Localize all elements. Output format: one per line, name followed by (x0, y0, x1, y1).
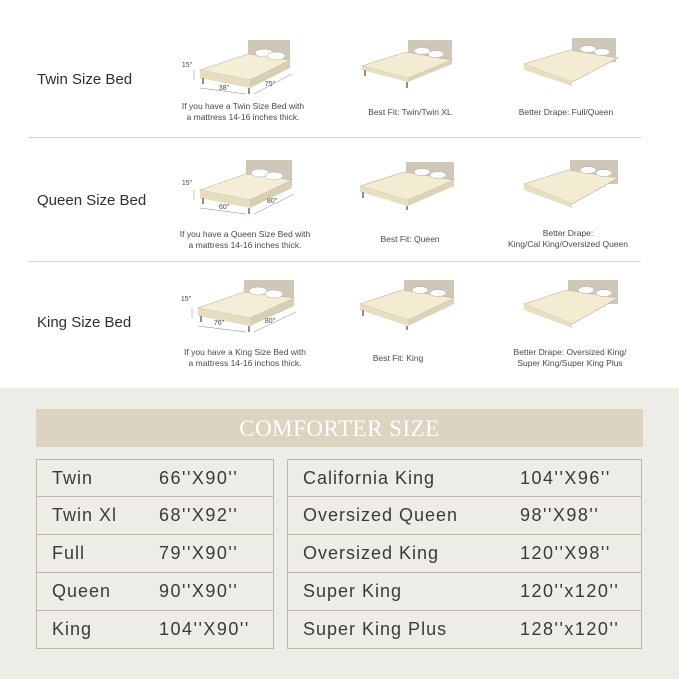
size-name: Super King Plus (303, 619, 448, 639)
bed-dimension-illustration (180, 158, 340, 228)
better-drape-caption: Better Drape: Oversized King/ Super King/Super King Plus (513, 347, 627, 368)
size-dimension: 90''X90'' (159, 581, 239, 601)
size-name: California King (303, 468, 436, 488)
best-fit-caption: Best Fit: King (372, 353, 424, 363)
size-row (36, 459, 274, 497)
size-name: Full (52, 543, 86, 563)
bed-caption: If you have a Queen Size Bed with a mattress 14-16 inches thick. (179, 229, 311, 250)
bed-better-drape-illustration (522, 160, 679, 230)
size-name: Super King (303, 581, 403, 601)
size-row (36, 497, 274, 535)
bed-dimension-illustration (180, 278, 340, 348)
bed-caption: If you have a King Size Bed with a mattress 14-16 inchos thick. (184, 347, 306, 368)
section-title: COMFORTER SIZE (239, 416, 440, 441)
comforter-size-banner (36, 409, 643, 447)
size-row (36, 535, 274, 573)
bed-best-fit-illustration (358, 280, 518, 350)
size-row (36, 611, 274, 649)
size-dimension: 68''X92'' (159, 505, 239, 525)
bed-better-drape-illustration (522, 38, 679, 108)
size-row (287, 497, 642, 535)
better-drape-caption: Better Drape: King/Cal King/Oversized Queen (507, 228, 628, 249)
size-dimension: 120''x120'' (520, 581, 620, 601)
size-dimension: 66''X90'' (159, 468, 239, 488)
size-name: Queen (52, 581, 112, 601)
size-dimension: 104''X96'' (520, 468, 611, 488)
size-row (36, 573, 274, 611)
size-dimension: 128''x120'' (520, 619, 620, 639)
dim-width-label: 38" (218, 85, 230, 92)
best-fit-caption: Best Fit: Twin/Twin XL (368, 107, 452, 117)
bed-dimension-illustration (180, 36, 340, 106)
size-name: Oversized King (303, 543, 440, 563)
size-row (287, 459, 642, 497)
dim-width-label: 60" (218, 204, 230, 211)
size-table-left (36, 459, 274, 649)
bed-better-drape-illustration (522, 280, 679, 350)
size-dimension: 79''X90'' (159, 543, 239, 563)
size-name: King (52, 619, 93, 639)
better-drape-caption: Better Drape: Full/Queen (518, 107, 614, 117)
bed-best-fit-illustration (358, 160, 518, 230)
size-row (287, 611, 642, 649)
size-row (287, 573, 642, 611)
dim-length-label: 75" (264, 81, 276, 88)
size-row (287, 535, 642, 573)
size-name: Twin Xl (52, 505, 118, 525)
size-name: Twin (52, 468, 94, 488)
row-divider (28, 261, 641, 262)
size-dimension: 104''X90'' (159, 619, 250, 639)
dim-length-label: 80" (264, 318, 276, 325)
row-divider (28, 137, 641, 138)
dim-width-label: 76" (213, 320, 225, 327)
bed-best-fit-illustration (358, 38, 518, 108)
dim-length-label: 80" (266, 198, 278, 205)
size-dimension: 98''X98'' (520, 505, 600, 525)
dim-height-label: 15" (181, 62, 193, 69)
best-fit-caption: Best Fit: Queen (380, 234, 440, 244)
size-name: Oversized Queen (303, 505, 459, 525)
bed-label: Queen Size Bed (37, 192, 147, 209)
size-table-right (287, 459, 642, 649)
bed-label: King Size Bed (37, 314, 132, 331)
bed-label: Twin Size Bed (37, 71, 133, 88)
dim-height-label: 15" (181, 180, 193, 187)
dim-height-label: 15" (180, 296, 192, 303)
bed-caption: If you have a Twin Size Bed with a mattress 14-16 inches thick. (181, 101, 305, 122)
size-dimension: 120''X98'' (520, 543, 611, 563)
